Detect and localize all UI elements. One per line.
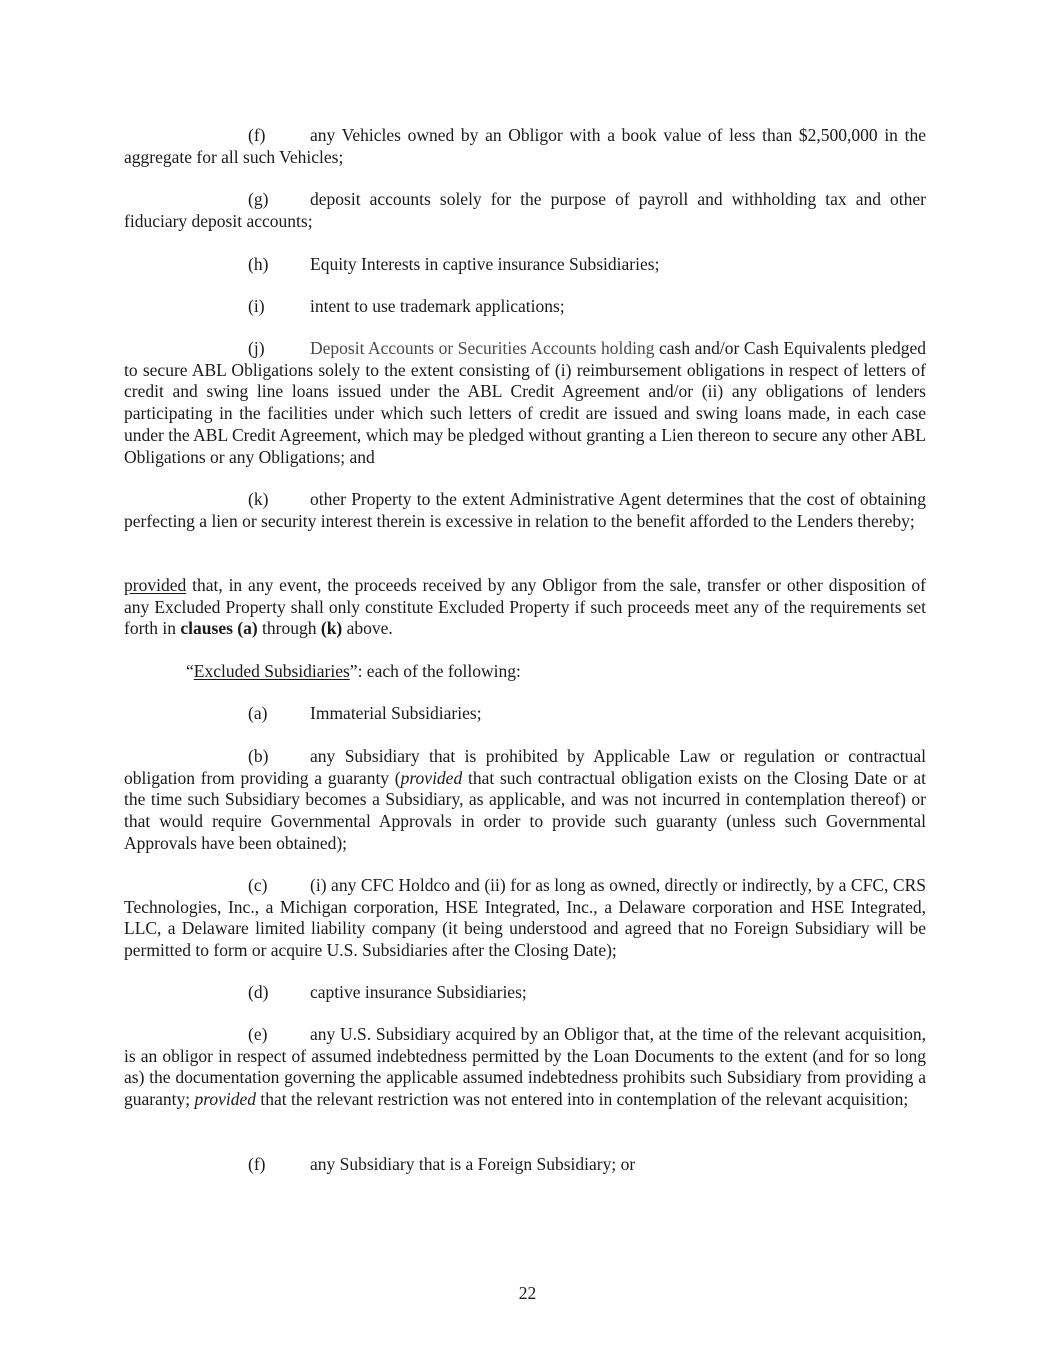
page-number: 22 [518, 1283, 537, 1303]
item-label: (f) [248, 1154, 266, 1174]
sub-e-us-subsidiary: (e) any U.S. Subsidiary acquired by an Obligor that, at the time of the relevant acquisition, is an obligor in respect of assumed indebtedness permitted by the Loan Documents to the extent (and for so long as) the documentation governing the applicable assumed indebtedness prohibits such Subsidiary from providing a guaranty; provided that the relevant restriction was not entered into in contemplation of the relevant acquisition; [124, 1024, 926, 1110]
item-label: (b) [248, 746, 269, 766]
item-label: (k) [248, 489, 269, 509]
item-text: any Vehicles owned by an Obligor with a book value of less than $2,500,000 in the aggregate for all such Vehicles; [124, 125, 926, 167]
item-text: (i) any CFC Holdco and (ii) for as long as owned, directly or indirectly, by a CFC, CRS Technologies, Inc., a Michigan corporation, HSE Integrated, Inc., a Delaware corporation and HSE Integrated, LLC, a Delaware limited liability company (it being understood and agreed that no Foreign Subsidiary will be permitted to form or acquire U.S. Subsidiaries after the Closing Date); [124, 875, 926, 961]
item-text-gray: Deposit Accounts or Securities Accounts holding [310, 338, 655, 358]
provided-underlined: provided [124, 575, 187, 595]
item-label: (c) [248, 875, 268, 895]
sub-d-captive-insurance [124, 982, 926, 1004]
sub-c-cfc-holdco [124, 875, 926, 962]
provided-italic: provided [400, 767, 463, 788]
item-k-other-property [124, 489, 926, 532]
item-label: (h) [248, 254, 269, 274]
item-text: deposit accounts solely for the purpose of payroll and withholding tax and other fiduciary deposit accounts; [124, 189, 926, 231]
item-label: (f) [248, 125, 266, 145]
item-i-trademark-applications [124, 296, 926, 318]
item-label: (i) [248, 296, 265, 316]
item-g-deposit-accounts [124, 189, 926, 232]
item-text: other Property to the extent Administrative Agent determines that the cost of obtaining perfecting a lien or security interest therein is excessive in relation to the benefit afforded to the Lenders thereby; [124, 489, 926, 531]
sub-f-foreign-subsidiary [124, 1154, 926, 1176]
item-text: captive insurance Subsidiaries; [310, 982, 527, 1002]
clause-k-bold: (k) [320, 618, 343, 639]
item-f-vehicles [124, 125, 926, 168]
item-label: (e) [248, 1024, 268, 1044]
sub-b-prohibited: (b) any Subsidiary that is prohibited by Applicable Law or regulation or contractual obligation from providing a guaranty (provided that such contractual obligation exists on the Closing Date or at the time such Subsidiary becomes a Subsidiary, as applicable, and was not incurred in contemplation thereof) or that would require Governmental Approvals in order to provide such guaranty (unless such Governmental Approvals have been obtained); [124, 746, 926, 853]
item-text: intent to use trademark applications; [310, 296, 565, 316]
item-text: any Subsidiary that is a Foreign Subsidiary; or [310, 1154, 636, 1174]
item-label: (j) [248, 338, 265, 358]
sub-a-immaterial [124, 703, 926, 725]
item-text: Immaterial Subsidiaries; [310, 703, 482, 723]
item-h-equity-interests [124, 254, 926, 276]
item-text: Equity Interests in captive insurance Subsidiaries; [310, 254, 660, 274]
proviso-paragraph: provided that, in any event, the proceeds received by any Obligor from the sale, transfer or other disposition of any Excluded Property shall only constitute Excluded Property if such proceeds meet any of the requirements set forth in clauses (a) through (k) above. [124, 575, 926, 639]
item-label: (d) [248, 982, 269, 1002]
defined-term: Excluded Subsidiaries [193, 661, 350, 681]
clause-a-bold: clauses (a) [180, 618, 258, 639]
item-text: cash and/or Cash Equivalents pledged to secure ABL Obligations solely to the extent consisting of (i) reimbursement obligations in respect of letters of credit and swing line loans issued under the ABL Credit Agreement and/or (ii) any obligations of lenders participating in the facilities under which such letters of credit are issued and swing loans made, in each case under the ABL Credit Agreement, which may be pledged without granting a Lien thereon to secure any other ABL Obligations or any Obligations; and [124, 338, 926, 467]
item-j-securities-accounts [124, 338, 926, 468]
provided-italic: provided [194, 1089, 257, 1110]
item-label: (g) [248, 189, 269, 209]
excluded-subsidiaries-definition: “Excluded Subsidiaries”: each of the following: [186, 661, 521, 681]
item-label: (a) [248, 703, 268, 723]
